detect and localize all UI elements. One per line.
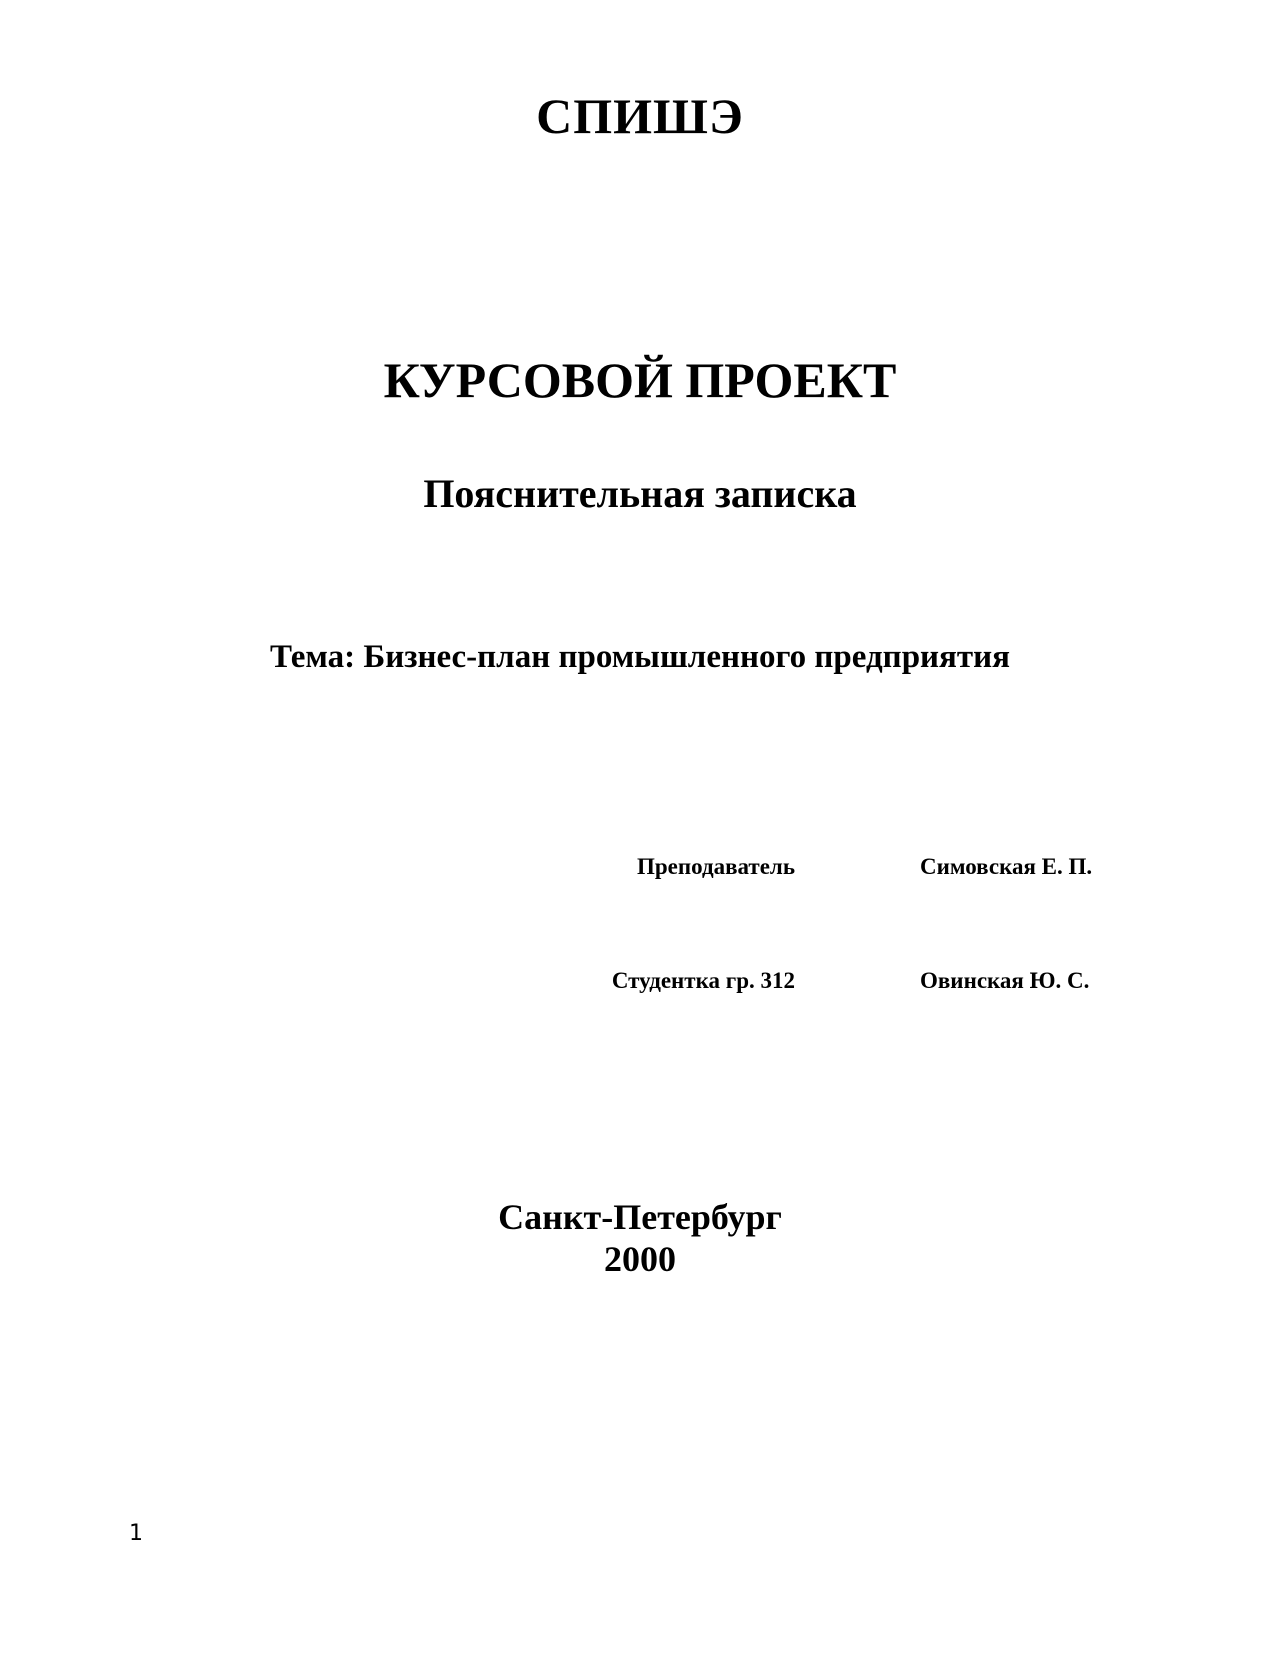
document-topic: Тема: Бизнес-план промышленного предприятия [269, 639, 1010, 675]
student-role-label: Студентка гр. 312 [611, 968, 795, 993]
student-name: Овинская Ю. С. [920, 968, 1090, 993]
institution-name: СПИШЭ [536, 88, 744, 144]
document-subtitle: Пояснительная записка [423, 471, 857, 516]
page-number: 1 [129, 1521, 143, 1546]
teacher-name: Симовская Е. П. [920, 854, 1093, 879]
year: 2000 [604, 1239, 676, 1279]
document-type-title: КУРСОВОЙ ПРОЕКТ [383, 352, 897, 408]
teacher-role-label: Преподаватель [636, 854, 795, 879]
city: Санкт-Петербург [498, 1197, 782, 1237]
